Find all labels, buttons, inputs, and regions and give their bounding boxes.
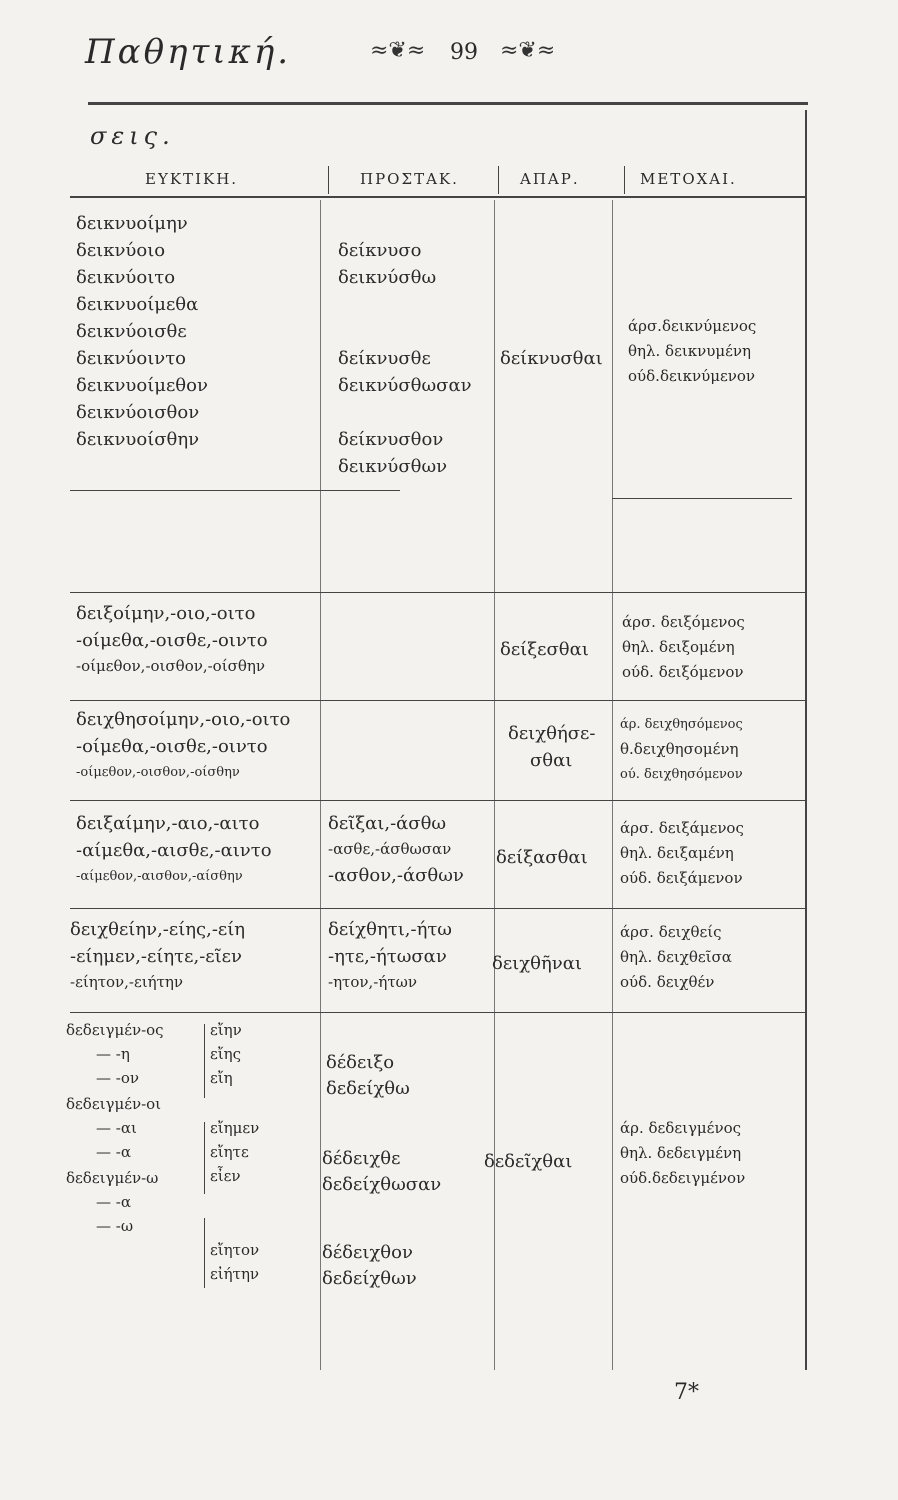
brace-line xyxy=(204,1024,205,1098)
form-line: άρσ. δειξάμενος xyxy=(620,819,744,837)
block6-metox xyxy=(620,1116,745,1191)
block-rule xyxy=(70,1012,805,1013)
form-line: δεικνύοιο xyxy=(76,240,166,261)
form-line: εἴης xyxy=(210,1045,242,1063)
form-line: -ητε,-ήτωσαν xyxy=(328,946,447,967)
top-rule xyxy=(88,102,808,105)
form-line: δεικνύοισθον xyxy=(76,402,200,423)
block5-apar: δειχθῆναι xyxy=(492,953,582,974)
running-title: Παθητική. xyxy=(85,32,292,72)
form-line: δεῖξαι,-άσθω xyxy=(328,813,447,834)
form-line: δειχθησοίμην,-οιο,-οιτο xyxy=(76,709,291,730)
block4-eukt xyxy=(76,810,272,889)
form-line: δέδειχθον xyxy=(322,1242,413,1263)
form-line: εἴη xyxy=(210,1069,233,1087)
block5-eukt xyxy=(70,916,245,995)
form-line: θηλ. δειχθεῖσα xyxy=(620,948,732,966)
block6-stems xyxy=(66,1018,164,1238)
form-line: δειχθείην,-είης,-είη xyxy=(70,919,246,940)
block5-prost xyxy=(328,916,452,995)
block1-metox xyxy=(628,314,756,389)
form-line: εἶεν xyxy=(210,1167,241,1185)
form-line: δειχθήσε- xyxy=(508,723,596,744)
form-line: δεικνύσθων xyxy=(338,456,448,477)
page-number: 99 xyxy=(450,40,478,65)
block2-apar: δείξεσθαι xyxy=(500,639,589,660)
form-line: εἴημεν xyxy=(210,1119,260,1137)
form-line: δεικνυοίμεθον xyxy=(76,375,208,396)
form-line: -οίμεθον,-οισθον,-οίσθην xyxy=(76,765,240,780)
form-line: δεικνυοίμεθα xyxy=(76,294,199,315)
form-line: θηλ. δεδειγμένη xyxy=(620,1144,742,1162)
form-line: άρ. δειχθησόμενος xyxy=(620,717,743,732)
form-line: θηλ. δειξαμένη xyxy=(620,844,734,862)
form-line: άρ. δεδειγμένος xyxy=(620,1119,742,1137)
block4-prost xyxy=(328,810,464,889)
block1-eukt xyxy=(76,210,208,453)
block-rule xyxy=(70,700,805,701)
form-line: δεδειγμέν-οι xyxy=(66,1095,162,1113)
form-line: άρσ. δειχθείς xyxy=(620,923,722,941)
form-line: -αίμεθα,-αισθε,-αιντο xyxy=(76,840,272,861)
form-line: δείκνυσθε xyxy=(338,348,431,369)
form-line: δειξοίμην,-οιο,-οιτο xyxy=(76,603,256,624)
block2-metox xyxy=(622,610,745,685)
header-rule xyxy=(70,196,805,198)
form-line: ούδ.δεδειγμένον xyxy=(620,1169,746,1187)
form-line: -είημεν,-είητε,-εῖεν xyxy=(70,946,242,967)
block-rule xyxy=(70,490,400,491)
form-line: — -α xyxy=(96,1193,131,1211)
form-line: δείχθητι,-ήτω xyxy=(328,919,452,940)
form-line: -είητον,-ειήτην xyxy=(70,973,184,991)
form-line: δεικνύοισθε xyxy=(76,321,187,342)
form-line: -οίμεθα,-οισθε,-οιντο xyxy=(76,630,268,651)
form-line: δέδειξο xyxy=(326,1052,395,1073)
block4-metox xyxy=(620,816,744,891)
col-separator xyxy=(612,200,613,1370)
form-line: ούδ.δεικνύμενον xyxy=(628,367,756,385)
form-line: δεδείχθω xyxy=(326,1078,410,1099)
right-border xyxy=(805,110,807,1370)
form-line: δεικνυοίσθην xyxy=(76,429,200,450)
block3-apar xyxy=(508,720,595,774)
form-line: δεικνύοιντο xyxy=(76,348,186,369)
form-line: -ητον,-ήτων xyxy=(328,973,417,991)
block5-metox xyxy=(620,920,732,995)
form-line: θηλ. δειξομένη xyxy=(622,638,735,656)
block6-apar: δεδεῖχθαι xyxy=(484,1151,573,1172)
brace-line xyxy=(204,1218,205,1288)
form-line: δείκνυσο xyxy=(338,240,422,261)
form-line: -οίμεθα,-οισθε,-οιντο xyxy=(76,736,268,757)
form-line: δεικνυοίμην xyxy=(76,213,188,234)
block1-prost-b xyxy=(338,345,472,399)
block1-prost-c xyxy=(338,426,447,480)
form-line: σθαι xyxy=(530,750,573,771)
form-line: θ.δειχθησομένη xyxy=(620,740,739,758)
ornament-right: ≈❦≈ xyxy=(500,38,556,63)
block6-aux-b xyxy=(210,1116,259,1188)
form-line: εἰήτην xyxy=(210,1265,260,1283)
block6-aux-c xyxy=(210,1238,259,1286)
form-line: άρσ.δεικνύμενος xyxy=(628,317,757,335)
form-line: δέδειχθε xyxy=(322,1148,401,1169)
form-line: ούδ. δειχθέν xyxy=(620,973,715,991)
block6-prost-b xyxy=(322,1146,441,1198)
header-apar: ΑΠΑΡ. xyxy=(520,170,580,188)
block-rule xyxy=(70,908,805,909)
block-rule xyxy=(612,498,792,499)
form-line: εἴητον xyxy=(210,1241,260,1259)
block3-eukt xyxy=(76,706,290,785)
header-divider xyxy=(328,166,329,194)
block-rule xyxy=(70,800,805,801)
form-line: δεδείχθων xyxy=(322,1268,417,1289)
form-line: δεδειγμέν-ος xyxy=(66,1021,164,1039)
form-line: δειξαίμην,-αιο,-αιτο xyxy=(76,813,260,834)
form-line: — -ω xyxy=(96,1217,134,1235)
block6-prost-a xyxy=(326,1050,410,1102)
form-line: εἴην xyxy=(210,1021,242,1039)
block6-prost-c xyxy=(322,1240,417,1292)
block1-apar: δείκνυσθαι xyxy=(500,348,603,369)
form-line: ούδ. δειξάμενον xyxy=(620,869,743,887)
header-divider xyxy=(498,166,499,194)
block1-prost-a xyxy=(338,237,436,291)
col-separator xyxy=(320,200,321,1370)
form-line: άρσ. δειξόμενος xyxy=(622,613,745,631)
block-rule xyxy=(70,592,805,593)
form-line: ού. δειχθησόμενον xyxy=(620,767,743,782)
ornament-left: ≈❦≈ xyxy=(370,38,426,63)
footnote-mark: 7* xyxy=(674,1380,699,1405)
form-line: εἴητε xyxy=(210,1143,249,1161)
form-line: δεδείχθωσαν xyxy=(322,1174,442,1195)
header-metox: ΜΕΤΟΧΑΙ. xyxy=(640,170,737,188)
block4-apar: δείξασθαι xyxy=(496,847,588,868)
form-line: -οίμεθον,-οισθον,-οίσθην xyxy=(76,657,265,675)
block6-aux-a xyxy=(210,1018,242,1090)
form-line: δεικνύοιτο xyxy=(76,267,176,288)
form-line: δεδειγμέν-ω xyxy=(66,1169,159,1187)
form-line: — -ον xyxy=(96,1069,139,1087)
section-label: σεις. xyxy=(90,122,175,150)
form-line: -ασθον,-άσθων xyxy=(328,865,464,886)
col-separator xyxy=(494,200,495,1370)
header-divider xyxy=(624,166,625,194)
form-line: δεικνύσθω xyxy=(338,267,437,288)
form-line: -ασθε,-άσθωσαν xyxy=(328,840,452,858)
form-line: -αίμεθον,-αισθον,-αίσθην xyxy=(76,869,243,884)
form-line: — -αι xyxy=(96,1119,137,1137)
form-line: θηλ. δεικνυμένη xyxy=(628,342,751,360)
form-line: δείκνυσθον xyxy=(338,429,444,450)
brace-line xyxy=(204,1122,205,1194)
form-line: — -α xyxy=(96,1143,131,1161)
form-line: ούδ. δειξόμενον xyxy=(622,663,744,681)
form-line: δεικνύσθωσαν xyxy=(338,375,472,396)
block2-eukt xyxy=(76,600,268,679)
form-line: — -η xyxy=(96,1045,130,1063)
block3-metox xyxy=(620,712,743,787)
header-eukt: ΕΥΚΤΙΚΗ. xyxy=(145,170,239,188)
header-prost: ΠΡΟΣΤΑΚ. xyxy=(360,170,459,188)
